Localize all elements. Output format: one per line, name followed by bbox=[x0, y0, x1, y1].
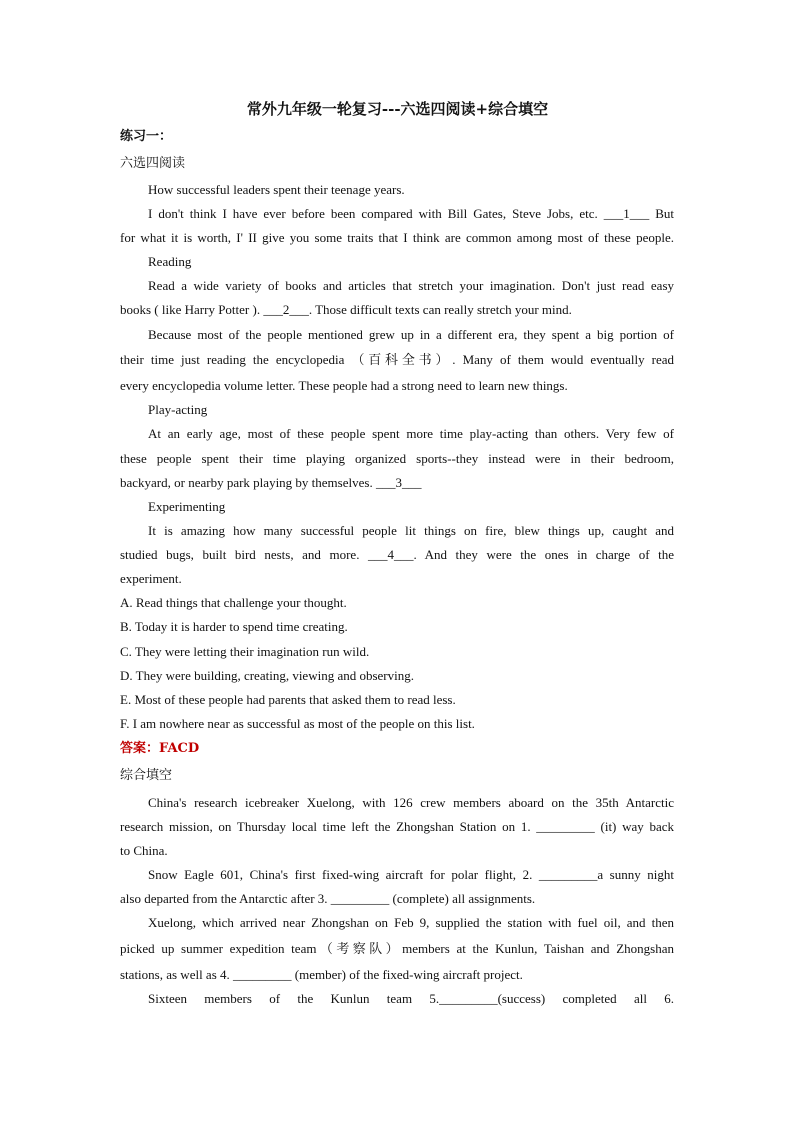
passage-line: Read a wide variety of books and articles that stretch your imagination. Don't just read easy bbox=[148, 278, 674, 293]
passage-line: books ( like Harry Potter ). ___2___. Those difficult texts can really stretch your mind. bbox=[120, 302, 572, 317]
cloze-line: Snow Eagle 601, China's first fixed-wing aircraft for polar flight, 2. _________a sunny night bbox=[148, 867, 674, 882]
passage-line: experiment. bbox=[120, 571, 182, 586]
cloze-line: also departed from the Antarctic after 3. _________ (complete) all assignments. bbox=[120, 891, 536, 906]
cloze-line: stations, as well as 4. _________ (member) of the fixed-wing aircraft project. bbox=[120, 967, 523, 982]
passage-line: At an early age, most of these people spent more time play-acting than others. Very few of bbox=[148, 426, 674, 441]
option-a: A. Read things that challenge your thought. bbox=[120, 595, 347, 610]
cloze-line: research mission, on Thursday local time left the Zhongshan Station on 1. _________ (it) way back bbox=[120, 819, 674, 834]
section-heading-cloze: 综合填空 bbox=[120, 768, 173, 783]
subheading-reading: Reading bbox=[148, 254, 192, 269]
cloze-line: picked up summer expedition team（考察队）members at the Kunlun, Taishan and Zhongshan bbox=[120, 941, 674, 956]
option-f: F. I am nowhere near as successful as most of the people on this list. bbox=[120, 716, 475, 731]
option-e: E. Most of these people had parents that asked them to read less. bbox=[120, 692, 456, 707]
option-b: B. Today it is harder to spend time creating. bbox=[120, 619, 348, 634]
passage-line: It is amazing how many successful people lit things on fire, blew things up, caught and bbox=[148, 523, 674, 538]
passage-line: backyard, or nearby park playing by themselves. ___3___ bbox=[120, 475, 422, 490]
subheading-play-acting: Play-acting bbox=[148, 402, 208, 417]
passage-line: Because most of the people mentioned grew up in a different era, they spent a big portion of bbox=[148, 327, 674, 342]
passage-line: these people spent their time playing organized sports--they instead were in their bedroom, bbox=[120, 451, 674, 466]
document-title: 常外九年级一轮复习---六选四阅读+综合填空 bbox=[246, 100, 549, 118]
passage-line: I don't think I have ever before been compared with Bill Gates, Steve Jobs, etc. ___1___ But bbox=[148, 206, 674, 221]
section-heading-reading: 六选四阅读 bbox=[120, 156, 186, 171]
subheading-experimenting: Experimenting bbox=[148, 499, 226, 514]
cloze-line: Sixteen members of the Kunlun team 5._________(success) completed all 6. bbox=[148, 991, 674, 1006]
cloze-line: to China. bbox=[120, 843, 168, 858]
passage-line: their time just reading the encyclopedia （百科全书）. Many of them would eventually read bbox=[120, 352, 674, 367]
exercise-heading: 练习一： bbox=[120, 129, 173, 144]
passage-line: How successful leaders spent their teenage years. bbox=[148, 182, 405, 197]
option-c: C. They were letting their imagination run wild. bbox=[120, 644, 370, 659]
cloze-line: Xuelong, which arrived near Zhongshan on Feb 9, supplied the station with fuel oil, and then bbox=[148, 915, 674, 930]
cloze-line: China's research icebreaker Xuelong, with 126 crew members aboard on the 35th Antarctic bbox=[148, 795, 674, 810]
option-d: D. They were building, creating, viewing and observing. bbox=[120, 668, 414, 683]
answer-key: 答案：FACD bbox=[120, 741, 200, 756]
passage-line: every encyclopedia volume letter. These people had a strong need to learn new things. bbox=[120, 378, 568, 393]
passage-line: studied bugs, built bird nests, and more. ___4___. And they were the ones in charge of the bbox=[120, 547, 674, 562]
passage-line: for what it is worth, I' II give you some traits that I think are common among most of these people. bbox=[120, 230, 674, 245]
